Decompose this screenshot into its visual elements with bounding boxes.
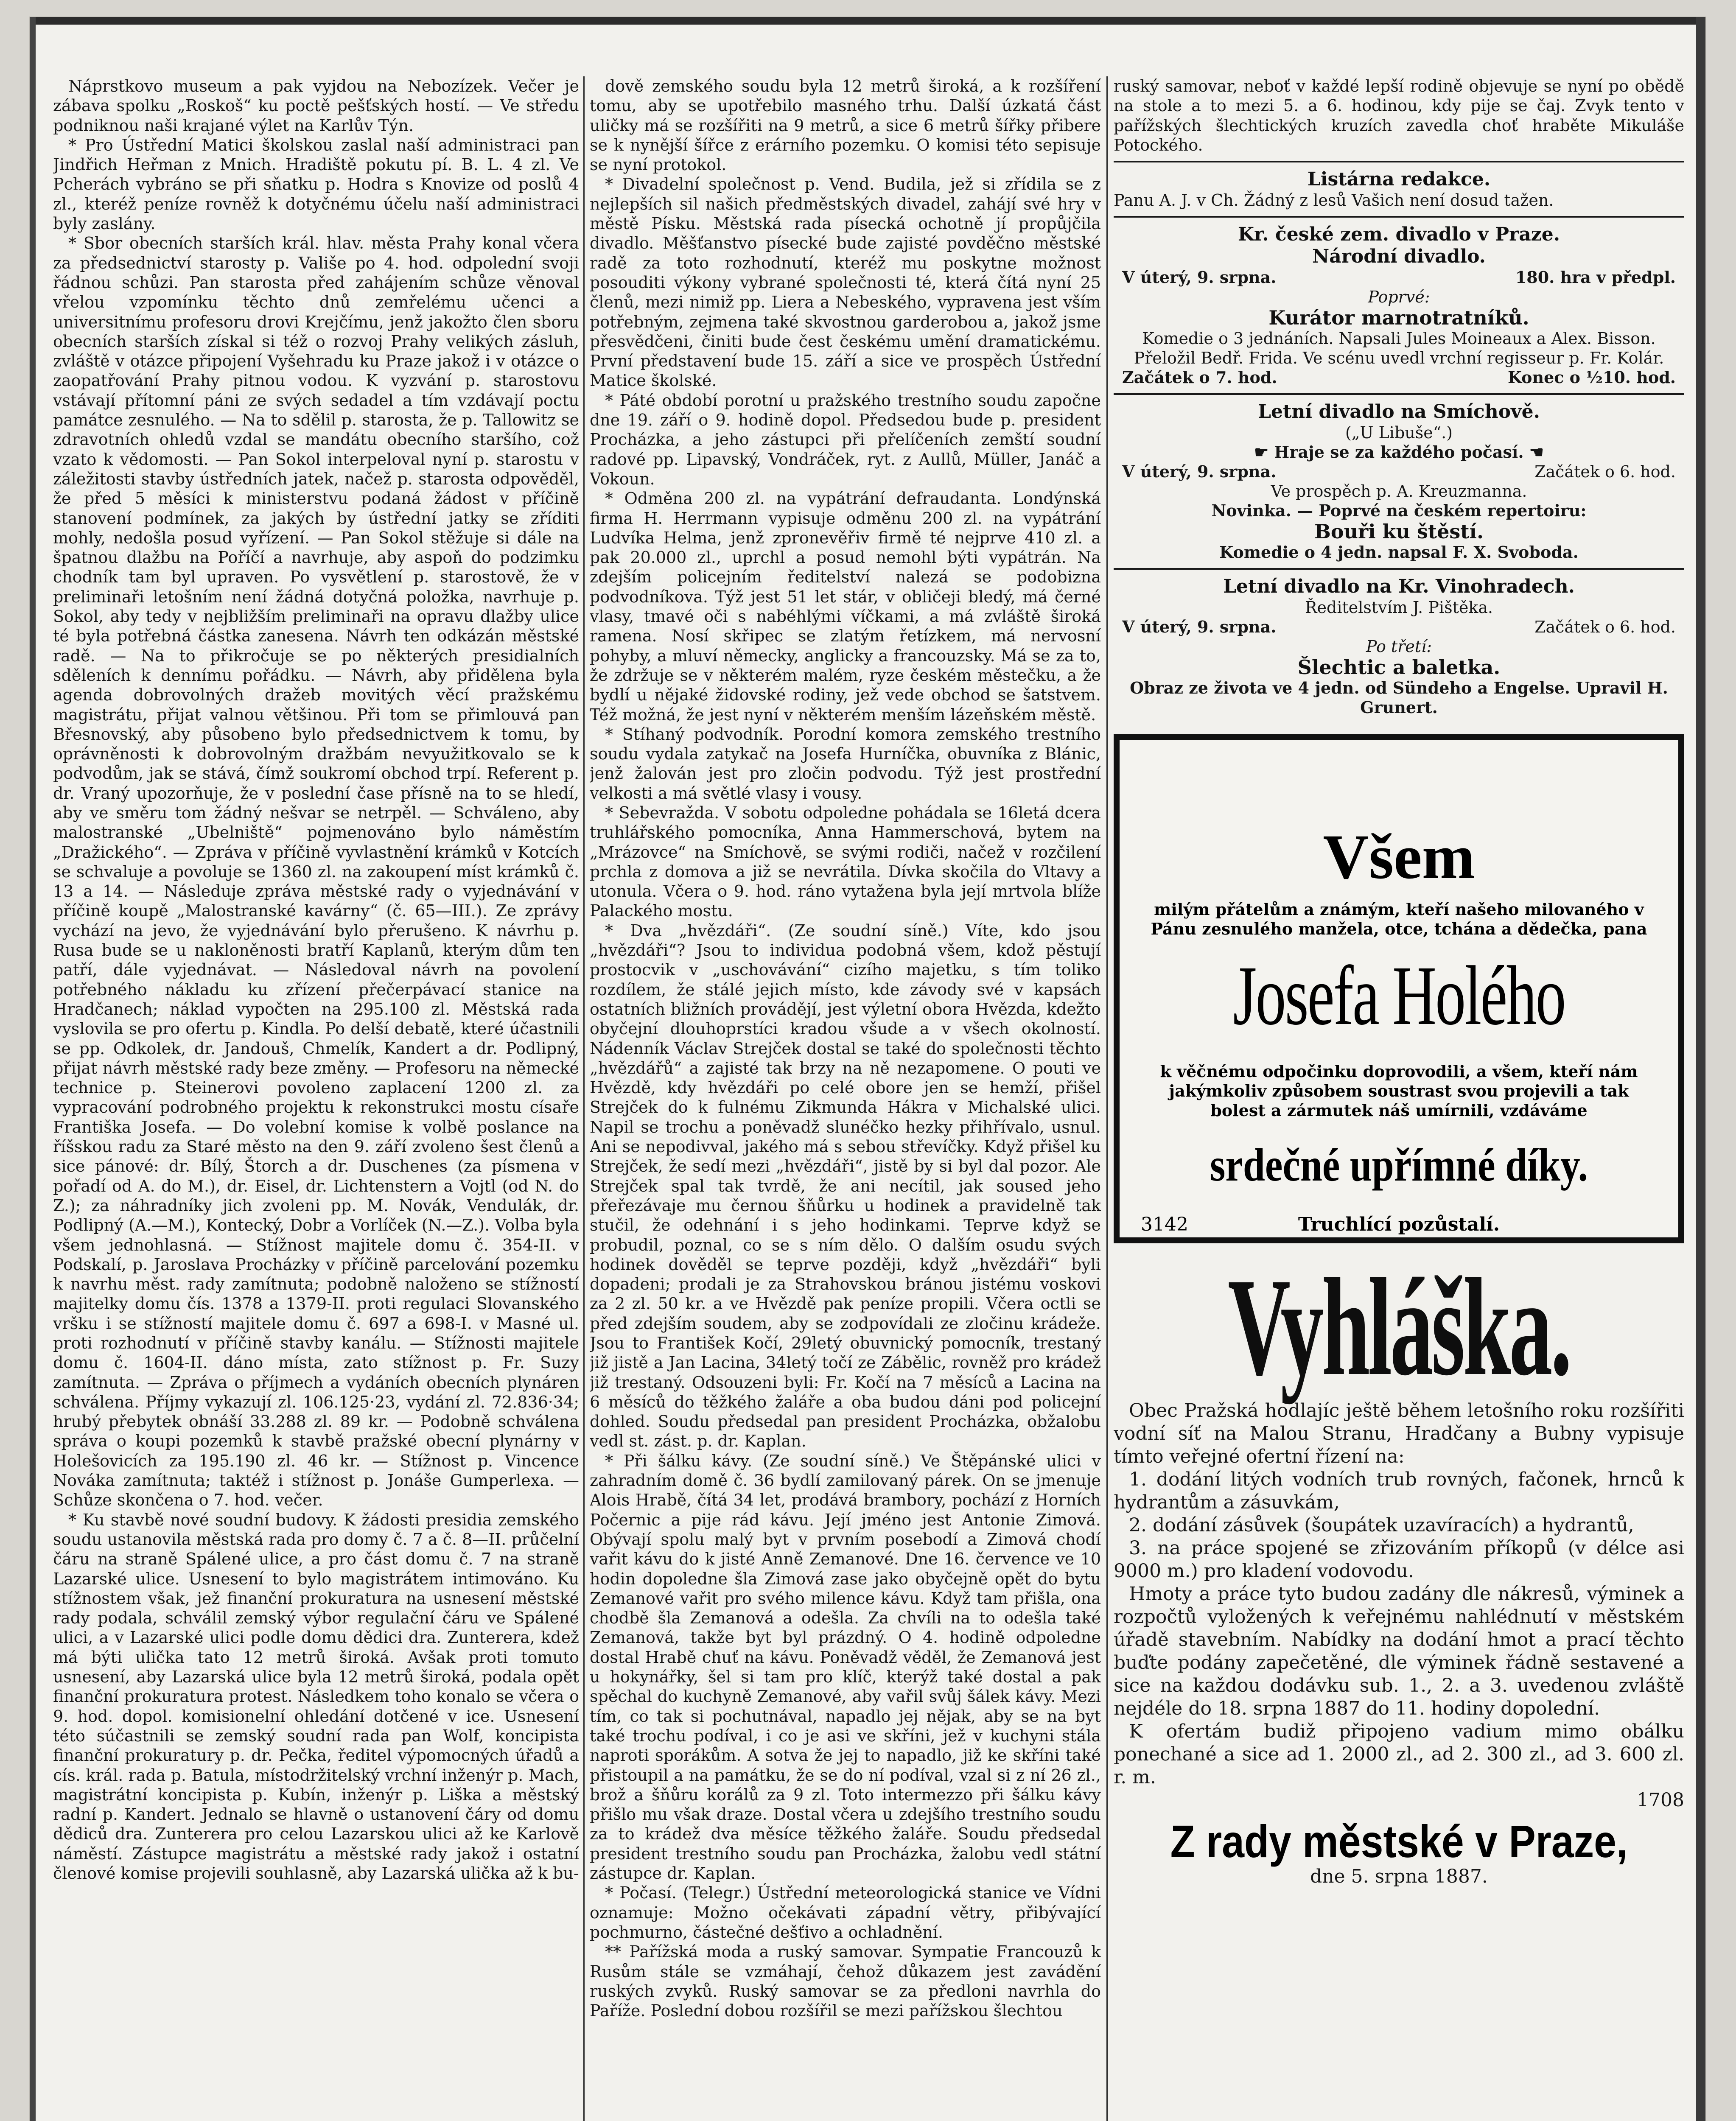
vinohrady-date-row: [1114, 617, 1684, 637]
vyhlaska-item-3: 3. na práce spojené se zřizováním příkopů (v délce asi 9000 m.) pro kladení vodovodu.: [1114, 1537, 1684, 1582]
obituary-signature-row: [1141, 1214, 1657, 1235]
obituary-frame: [1114, 734, 1684, 1243]
vyhlaska-date: dne 5. srpna 1887.: [1310, 1866, 1488, 1888]
narodni-time-row: [1114, 368, 1684, 387]
narodni-end: Konec o ½10. hod.: [1507, 368, 1676, 387]
column-divider: [583, 76, 585, 2121]
section-rule: [1114, 568, 1684, 570]
narodni-start: Začátek o 7. hod.: [1122, 368, 1277, 387]
narodni-title-2: Národní divadlo.: [1312, 246, 1486, 268]
section-rule: [1114, 161, 1684, 162]
obituary-name: Josefa Holého: [1233, 949, 1565, 1043]
smichov-title: Letní divadlo na Smíchově.: [1258, 401, 1540, 423]
obituary-line-2: k věčnému odpočinku doprovodili, a všem, kteří nám jakýmkoliv způsobem soustrast svou projevili a tak bolest a zármutek náš umírnili, vzdáváme: [1160, 1062, 1638, 1120]
smichov-venue: („U Libuše“.): [1345, 423, 1453, 442]
narodni-play: Kurátor marnotratníků.: [1268, 306, 1529, 330]
news-paragraph: * Při šálku kávy. (Ze soudní síně.) Ve Štěpánské ulici v zahradním domě č. 36 bydlí zamilovaný párek. On se jmenuje Alois Hrabě, čítá 34 let, prodává brambory, pochází z Horních Počernic a pije rád kávu. Její jméno jest Antonie Zimová. Obývají spolu malý byt v prvním posebodí a Zimová chodí vařit kávu do k jisté Anně Zemanové. Dne 16. července ve 10 hodin dopoledne šla Zimová zase jako obyčejně opět do bytu Zemanové vařit pro svého milence kávu. Když tam přišla, ona chodbě šla Zemanová a odešla. Za chvíli na to odešla také Zemanová, takže byt byl prázdný. O 4. hodině odpoledne dostal Hrabě chuť na kávu. Poněvadž věděl, že Zemanová jest u hokynářky, šel si tam pro klíč, kterýž také dostal a pak spěchal do kuchyně Zemanové, aby vařil svůj šálek kávy. Mezi tím, co tak si pochutnával, napadlo jej nějak, aby se na byt také trochu podíval, i co je asi ve skříni, jež v kuchyni stála naproti sporákům. A sotva že jej to napadlo, již ke skříni také přistoupil a na památku, že se do ní podíval, vzal si z ní 26 zl., brož a šňůru korálů za 9 zl. Toto intermezzo při šálku kávy přišlo mu však draze. Dostal včera u zdejšího trestního soudu za to krádež dva měsíce těžkého žaláře. Soudu předsedal president trestního soudu pan Procházka, žalobu vedl státní zástupce dr. Kaplan.: [590, 1451, 1101, 1883]
vyhlaska-footer: Z rady městské v Praze,: [1170, 1816, 1628, 1867]
listarna-title: Listárna redakce.: [1307, 168, 1491, 190]
vyhlaska-number: 1708: [1637, 1789, 1684, 1811]
news-paragraph: * Dva „hvězdáři“. (Ze soudní síně.) Víte, kdo jsou „hvězdáři“? Jsou to individua podobná všem, kdož pěstují prostocvik v „uschovávání“ cizího majetku, s tím toliko rozdílem, že stálé jejich místo, kde závody své v kapsách ostatních bližních provádějí, jest výletní obora Hvězda, kdežto obyčejní dlouhoprstíci kradou všude a v všech okolností. Nádenník Václav Strejček dostal se také do společnosti těchto „hvězdářů“ a zajisté tak brzy na ně nezapomene. O pouti ve Hvězdě, kdy hvězdáři po celé obore jen se hemží, přišel Strejček do k fulnému Zikmunda Hákra v Michalské ulici. Napil se trochu a poněvadž slunéčko hezky přihřívalo, usnul. Ani se nepodivval, jakého má s sebou střevíčky. Když přišel ku Strejček, že sedí mezi „hvězdáři“, jistě by si byl dal pozor. Ale Strejček spal tak tvrdě, že ani necítil, jak soused jeho přeřezávaje mu černou šňůrku u hodinek a pravidelně tak stučil, že odehnání i s jeho hodinkami. Teprve když se probudil, poznal, co se s ním dělo. O dalším osudu svých hodinek dověděl se teprve později, když „hvězdáři“ byli dopadeni; prodali je za Strahovskou bránou jistému voskovi za 2 zl. 50 kr. a ve Hvězdě pak peníze propili. Včera octli se před zdejším soudem, aby se zodpovídali ze zločinu krádeže. Jsou to František Kočí, 29letý obuvnický pomocník, trestaný již jistě a Jan Lacina, 34letý točí ze Zábělic, rovněž pro krádež již trestaný. Odsouzeni byli: Fr. Kočí na 7 měsíců a Lacina na 6 měsíců do těžkého žaláře a oba budou dáni pod policejní dohled. Soudu předsedal pan president Procházka, obžalobu vedl st. zást. p. dr. Kaplan.: [590, 921, 1101, 1451]
vyhlaska-item-1: 1. dodání litých vodních trub rovných, fačonek, hrnců k hydrantům a zásuvkám,: [1114, 1469, 1684, 1514]
narodni-order: Poprvé:: [1368, 288, 1430, 307]
smichov-date: V úterý, 9. srpna.: [1122, 462, 1277, 481]
vyhlaska-text-2: Hmoty a práce tyto budou zadány dle nákresů, výminek a rozpočtů vyložených k veřejnému nahlédnutí v městském úřadě stavebním. Nabídky na dodání hmot a prací těchto buďte podány zapečetěné, dle výminek řádně sestavené a sice na každou dodávku sub. 1., 2. a 3. uvedenou zvláště nejdéle do 18. srpna 1887 do 11. hodiny dopolední.: [1114, 1583, 1684, 1720]
news-paragraph: * Ku stavbě nové soudní budovy. K žádosti presidia zemského soudu ustanovila městská rada pro domy č. 7 a č. 8—II. průčelní čáru na straně Spálené ulice, a pro část domu č. 7 na straně Lazarské ulice. Usnesení to bylo magistrátem intimováno. Ku stížnostem však, jež finanční prokuratura na usnesení městské rady podala, schválil zemský výbor regulační čáru ve Spálené ulici, a v Lazarské ulici podle domu dědici dra. Zunterera, kdež má býti ulička tato 12 metrů široká. Avšak proti tomuto usnesení, aby Lazarská ulice byla 12 metrů široká, podala opět finanční prokuratura protest. Následkem toho konalo se včera o 9. hod. dopol. komisionelní ohledání dotčené v ice. Usnesení této súčastnili se zemský soudní rada pan Wolf, koncipista finanční prokuratury p. dr. Pečka, ředitel výpomocných úřadů a cís. král. rada p. Batula, místodržitelský vrchní inženýr p. Mach, magistrátní koncipista p. Kubín, inženýr p. Liška a městský radní p. Kandert. Jednalo se hlavně o ustanovení čáry od domu dědiců dra. Zunterera pro celou Lazarskou ulici až ke Karlově náměstí. Zástupce magistrátu a městské rady jakož i ostatní členové komise projevili souhlasně, aby Lazarská ulička až k bu-: [53, 1510, 579, 1883]
news-paragraph: * Sebevražda. V sobotu odpoledne pohádala se 16letá dcera truhlářského pomocníka, Anna Hammerschová, bytem na „Mrázovce“ na Smíchově, se svými rodiči, načež v rozčilení prchla z domova a již se nevrátila. Dívka skočila do Vltavy a utonula. Včera o 9. hod. ráno vytažena byla její mrtvola blíže Palackého mostu.: [590, 803, 1101, 921]
vinohrady-play: Šlechtic a baletka.: [1297, 656, 1501, 679]
smichov-benefit: Ve prospěch p. A. Kreuzmanna.: [1271, 482, 1527, 501]
narodni-date-row: [1114, 268, 1684, 287]
vyhlaska-body: [1114, 1399, 1684, 1812]
scan-edge-top: [30, 17, 1705, 25]
news-paragraph: * Páté období porotní u pražského trestního soudu započne dne 19. září o 9. hodině dopol. Předsedou bude p. president Procházka, a jeho zástupci při přelíčeních zemští soudní radové pp. Lipavský, Vondráček, ryt. z Aullů, Müller, Janáč a Vokoun.: [590, 391, 1101, 488]
smichov-notice-text: Hraje se za každého počasí.: [1274, 442, 1524, 462]
smichov-start: Začátek o 6. hod.: [1534, 462, 1676, 481]
section-rule: [1114, 393, 1684, 395]
scan-edge-right: [1696, 17, 1705, 2121]
obituary-heading: Všem: [1323, 822, 1475, 893]
narodni-perf: 180. hra v předpl.: [1515, 268, 1676, 287]
obituary-number: 3142: [1141, 1214, 1188, 1236]
vinohrady-start: Začátek o 6. hod.: [1534, 618, 1676, 637]
obituary-thanks: srdečné upřímné díky.: [1210, 1139, 1588, 1191]
narodni-desc: Komedie o 3 jednáních. Napsali Jules Moineaux a Alex. Bisson. Přeložil Bedř. Frida. Ve scénu uvedl vrchní regisseur p. Fr. Kolár.: [1134, 329, 1664, 368]
news-paragraph: dově zemského soudu byla 12 metrů široká, a k rozšíření tomu, aby se upotřebilo masného trhu. Další úzkatá část uličky má se rozšířiti na 9 metrů, a sice 6 metrů šířky přibere se k nynější šířce z erárního pozemku. O komisi této sepisuje se nyní protokol.: [590, 77, 1101, 174]
vinohrady-date: V úterý, 9. srpna.: [1122, 617, 1277, 637]
vinohrady-desc: Obraz ze života ve 4 jedn. od Sündeho a Engelse. Upravil H. Grunert.: [1130, 678, 1668, 717]
vinohrady-title: Letní divadlo na Kr. Vinohradech.: [1223, 576, 1575, 598]
obituary-signature: Truchlící pozůstalí.: [1298, 1214, 1500, 1236]
smichov-play: Bouři ku štěstí.: [1314, 520, 1484, 543]
narodni-date: V úterý, 9. srpna.: [1122, 268, 1277, 287]
pointing-hand-icon: ☛: [1254, 442, 1274, 462]
vyhlaska-item-2: 2. dodání zásůvek (šoupátek uzavíracích) a hydrantů,: [1129, 1514, 1634, 1536]
news-paragraph: * Odměna 200 zl. na vypátrání defraudanta. Londýnská firma H. Herrmann vypisuje odměnu 200 zl. na vypátrání Ludvíka Helma, jenž zpronevěřiv firmě té nejprve 410 zl. a pak 20.000 zl., uprchl a posud nemohl býti vypátrán. Na zdejším policejním ředitelství nalezá se podobizna podvodníkova. Týž jest 51 let stár, v obličeji bledý, má černé vlasy, tmavé oči s nabéhlými víčkami, a má zvláště široká ramena. Nosí skřipec se zlatým řetízkem, má nervosní pohyby, a mluví německy, anglicky a francouzsky. Má se za to, že zdržuje se v některém malém, ryze českém městečku, a že bydlí u nějaké židovské rodiny, jež vede obchod se šatstvem. Též možná, že jest nyní v některém menším lázeňském městě.: [590, 489, 1101, 724]
news-paragraph: * Počasí. (Telegr.) Ústřední meteorologická stanice ve Vídni oznamuje: Možno očekávati západní větry, přibývající pochmurno, částečné dešťivo a ochladnění.: [590, 1883, 1101, 1942]
news-paragraph: ** Pařížská moda a ruský samovar. Sympatie Francouzů k Rusům stále se vzmáhají, čehož důkazem jest zavádění ruských zvyků. Ruský samovar se za předloni navrhla do Paříže. Poslední dobou rozšířil se mezi pařížskou šlechtou: [590, 1942, 1101, 2020]
news-paragraph: * Divadelní společnost p. Vend. Budila, jež si zřídila se z nejlepších sil našich předměstských divadel, zahájí své hry v městě Písku. Městská rada písecká ochotně jí propůjčila divadlo. Měšťanstvo písecké bude zajisté povděčno městské radě za toto rozhodnutí, kteréž mu poskytne možnost posouditi výkony vybrané společnosti té, která čítá nyní 25 členů, mezi nimiž pp. Liera a Nebeského, vypravena jest vším potřebným, zejmena také skvostnou garderobou a, jakož jsme přesvědčeni, činiti bude čest českému umění dramatickému. První představení bude 15. září a sice ve prospěch Ústřední Matice školské.: [590, 175, 1101, 390]
vinohrady-director: Ředitelstvím J. Pištěka.: [1305, 598, 1493, 617]
listarna-text: Panu A. J. v Ch. Žádný z lesů Vašich není dosud tažen.: [1114, 191, 1554, 210]
news-paragraph: * Pro Ústřední Matici školskou zaslal naší administraci pan Jindřich Heřman z Mnich. Hradiště pokutu pí. B. L. 4 zl. Ve Pcherách vybráno se při sňatku p. Hodra s Knovize od poslů 4 zl., kteréž peníze rovněž k dotyčnému účelu naší administraci byly zaslány.: [53, 135, 579, 233]
column-2-text: [590, 76, 1101, 2020]
narodni-title-1: Kr. české zem. divadlo v Praze.: [1238, 224, 1560, 246]
vinohrady-order: Po třetí:: [1366, 637, 1432, 656]
news-paragraph: * Stíhaný podvodník. Porodní komora zemského trestního soudu vydala zatykač na Josefa Hurníčka, obuvníka z Blánic, jenž žalován jest pro zločin podvodu. Týž jest prostřední velkosti a má světlé vlasy i vousy.: [590, 725, 1101, 803]
column-1: [53, 76, 579, 2121]
vyhlaska-title: Vyhláška.: [1228, 1250, 1570, 1405]
vyhlaska-text-1: Obec Pražská hodlajíc ještě během letošního roku rozšířiti vodní síť na Malou Stranu, Hradčany a Bubny vypisuje tímto veřejné ofertní řízení na:: [1114, 1400, 1684, 1468]
column-divider: [1106, 76, 1108, 2121]
column-3: [1114, 76, 1684, 2121]
samovar-continuation: ruský samovar, neboť v každé lepší rodině objevuje se nyní po obědě na stole a to mezi 5. a 6. hodinou, kdy pije se čaj. Zvyk tento v pařížských šlechtických kruzích zavedla choť hraběte Mikuláše Potockého.: [1114, 77, 1684, 154]
newspaper-page: [30, 17, 1705, 2121]
smichov-desc: Komedie o 4 jedn. napsal F. X. Svoboda.: [1219, 543, 1579, 562]
column-2: [590, 76, 1101, 2121]
news-paragraph: * Sbor obecních starších král. hlav. města Prahy konal včera za předsednictví starosty p. Vališe po 4. hod. odpolední svoji řádnou schůzi. Pan starosta před zahájením schůze věnoval vřelou vzpomínku těchto dnů zemřelému učenci a universitnímu profesoru drovi Krejčímu, jenž jakožto člen sboru obecních starších získal si též o rozvoj Prahy velikých zásluh, zvláště v otázce připojení Vyšehradu ku Praze jakož i v otázce o zaopatřování Prahy pitnou vodou. K vyzvání p. starostovu vstávají přítomní páni ze svých sedadel a tím vzdávají poctu památce zesnulého. — Na to sdělil p. starosta, že p. Tallowitz se zdravotních ohledů vzdal se mandátu obecního staršího, což vzato k vědomosti. — Pan Sokol interpeloval nyní p. starostu v záležitosti stavby ústředních jatek, načež p. starosta odpověděl, že před 5 měsíci k ministerstvu podaná žádost v příčině stanovení podmínek, za jakých by ústřední jatky se zříditi mohly, nedošla posud vyřízení. — Pan Sokol stěžuje si dále na špatnou dlažbu na Poříčí a navrhuje, aby aspoň do podzimku chodník tam byl upraven. Po vysvětlení p. starostově, že v preliminaři letošním není žádná dotyčná položka, navrhuje p. Sokol, aby tedy v nejbližším preliminaři na opravu dlažby ulice té byla potřebná částka zanesena. Návrh ten odkázán městské radě. — Na to přikročuje se po některých presidialních sděleních k dennímu pořádku. — Návrh, aby přidělena byla agenda dobrovolných dražeb movitých věcí pražskému magistrátu, přijat valnou většinou. Při tom se přimlouvá pan Břesnovský, aby působeno bylo předsednictvem k tomu, by oprávněnosti k dobrovolným dražbám nevyužitkovalo se k podvodům, jak se stává, čímž soukromí obchod trpí. Referent p. dr. Vraný upozorňuje, že v poslední čase přísně na to se hledí, aby ve směru tom žádný nešvar se netrpěl. — Schváleno, aby malostranské „Ubelniště“ pojmenováno bylo náměstím „Dražického“. — Zpráva v příčině vyvlastnění krámků v Kotcích se schvaluje a povoluje se 1360 zl. na zakoupení míst krámků č. 13 a 14. — Následuje zpráva městské rady o vyjednávání v příčině koupě „Malostranské kavárny“ (č. 65—III.). Ze zprávy vychází na jevo, že vyjednávání bylo přerušeno. K návrhu p. Rusa bude se u nakloněnosti bratří Kaplanů, kterým dům ten patří, dále vyjednávat. — Následoval návrh na povolení potřebného nákladu ku zřízení přečerpávací stanice na Hradčanech; náklad vypočten na 295.100 zl. Městská rada vyslovila se pro ofertu p. Kindla. Po delší debatě, které účastnili se pp. Odkolek, dr. Jandouš, Chmelík, Kandert a dr. Podlipný, přijat návrh městské rady beze změny. — Profesoru na německé technice p. Steinerovi povoleno zaplacení 1200 zl. za vypracování podrobného projektu k rekonstrukci mostu císaře Františka Josefa. — Do volební komise k volbě poslance na říšskou radu za Staré město na den 9. září zvoleno šest členů a sice pánové: dr. Bílý, Štorch a dr. Duschenes (za písmena v pořadí od A. do M.), dr. Eisel, dr. Lichtenstern a Vojtl (od N. do Z.); za náhradníky jich zvoleni pp. M. Novák, Vendulák, dr. Podlipný (A.—M.), Kontecký, Dobr a Vorlíček (N.—Z.). Volba byla všem jednohlasná. — Stížnost majitele domu č. 354-II. v Podskalí, p. Jaroslava Procházky v příčině parcelování pozemku k navrhu měst. rady zamítnuta; podobně naloženo se stížností majitelky domu čís. 1378 a 1379-II. proti regulaci Slovanského vršku i se stížností majitele domu č. 697 a 698-I. v Masné ul. proti rozhodnutí v příčině stavby kanálu. — Stížnosti majitele domu č. 1604-II. dáno místa, zato stížnost p. Fr. Suzy zamítnuta. — Zpráva o příjmech a vydáních obecních plynáren schválena. Příjmy vykazují zl. 106.125·23, vydání zl. 72.836·34; hrubý přebytek obnáší 33.288 zl. 89 kr. — Podobně schválena správa o koupi pozemků k stavbě pražské obecní plynárny v Holešovicích za 195.190 zl. 46 kr. — Stížnost p. Vincence Nováka zamítnuta; taktéž i stížnost p. Jonáše Gumperlexa. — Schůze skončena o 7. hod. večer.: [53, 234, 579, 1510]
scan-edge-left: [30, 17, 36, 2121]
column-1-text: [53, 76, 579, 1883]
pointing-hand-icon: ☚: [1523, 442, 1544, 462]
smichov-date-row: [1114, 462, 1684, 481]
obituary-line-1: milým přátelům a známým, kteří našeho milovaného v Pánu zesnulého manžela, otce, tchána a dědečka, pana: [1151, 900, 1647, 939]
section-rule: [1114, 216, 1684, 218]
smichov-novelty: Novinka. — Poprvé na českém repertoiru:: [1211, 501, 1587, 520]
smichov-notice: [1114, 442, 1684, 462]
news-paragraph: Náprstkovo museum a pak vyjdou na Nebozízek. Večer je zábava spolku „Roskoš“ ku poctě pešťských hostí. — Ve středu podniknou naši krajané výlet na Karlův Týn.: [53, 77, 579, 135]
vyhlaska-text-3: K ofertám budiž připojeno vadium mimo obálku ponechané a sice ad 1. 2000 zl., ad 2. 300 zl., ad 3. 600 zl. r. m.: [1114, 1721, 1684, 1788]
